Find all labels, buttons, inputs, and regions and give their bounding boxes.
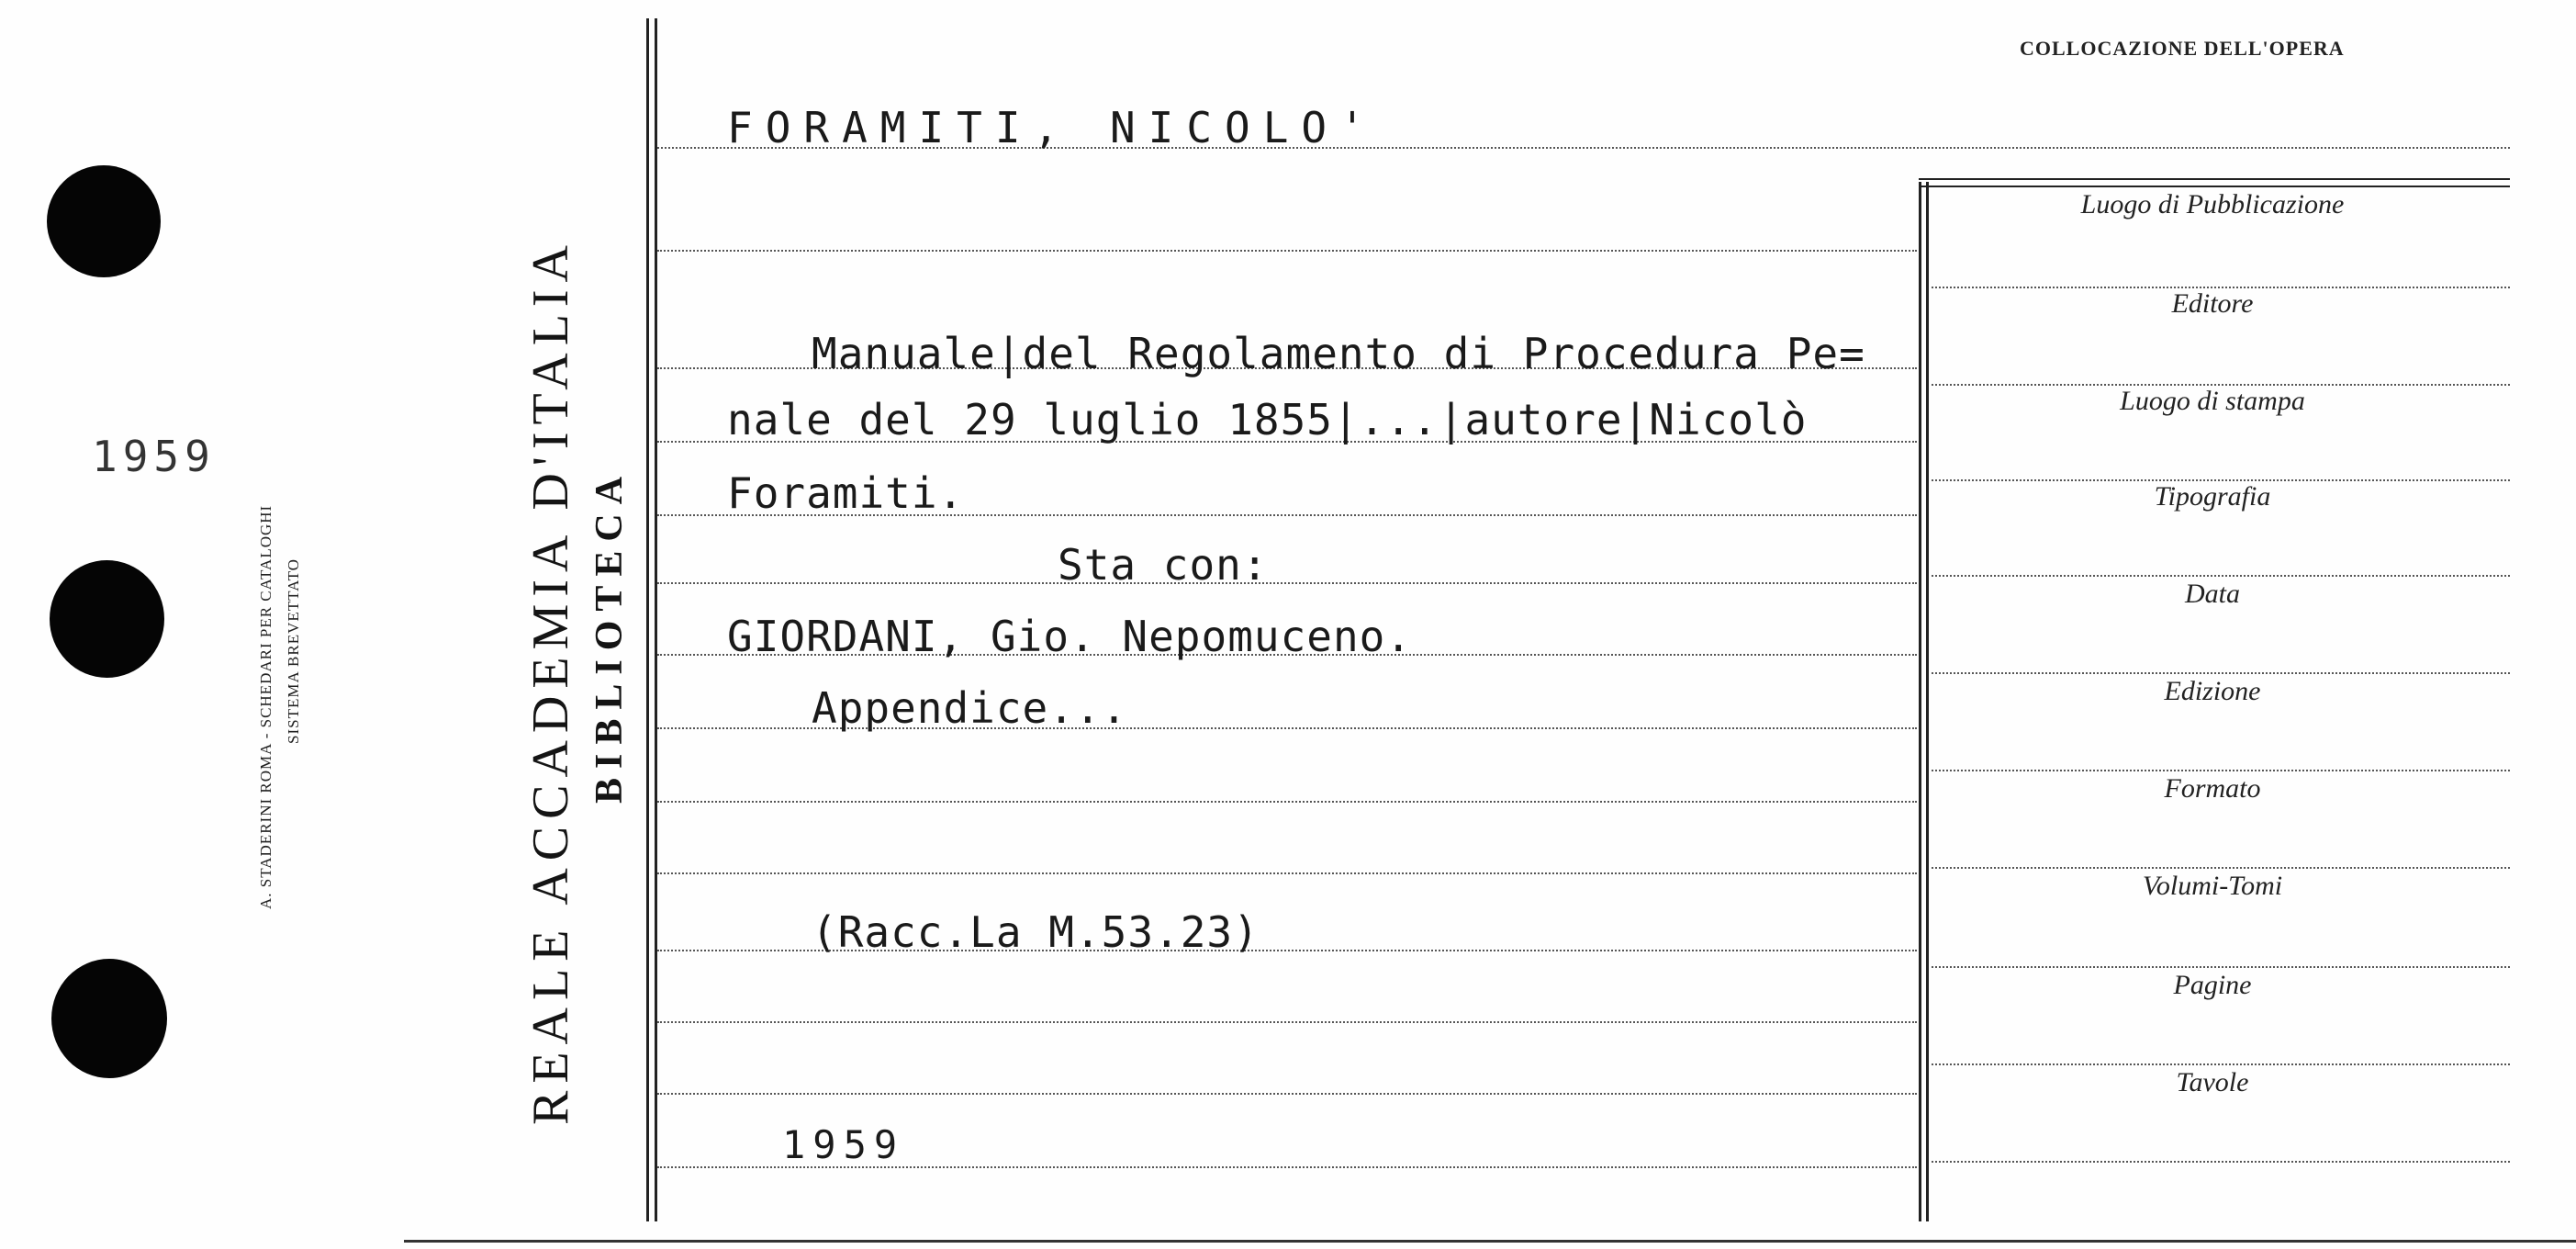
ruled-line bbox=[657, 1093, 1917, 1095]
ruled-line bbox=[1932, 966, 2510, 968]
year-stamp: 1959 bbox=[782, 1122, 905, 1167]
punch-hole bbox=[51, 959, 167, 1078]
field-box-rule bbox=[1919, 182, 1921, 1221]
ruled-line bbox=[657, 801, 1917, 803]
ruled-line bbox=[657, 582, 1917, 584]
margin-rule bbox=[655, 18, 657, 1221]
shelfmark: (Racc.La M.53.23) bbox=[812, 907, 1260, 957]
ruled-line bbox=[657, 1021, 1917, 1023]
ruled-line bbox=[657, 872, 1917, 874]
field-pagine: Pagine bbox=[2173, 970, 2252, 1000]
title-line: nale del 29 luglio 1855|...|autore|Nicolò bbox=[727, 395, 1808, 444]
field-formato: Formato bbox=[2164, 773, 2261, 804]
card-edge bbox=[404, 1240, 2576, 1243]
institution-name: REALE ACCADEMIA D'ITALIA bbox=[522, 238, 579, 1125]
printer-patent: SISTEMA BREVETTATO bbox=[285, 558, 302, 744]
printer-imprint: A. STADERINI ROMA - SCHEDARI PER CATALOGHI bbox=[257, 504, 274, 909]
ruled-line bbox=[657, 250, 1917, 252]
field-edizione: Edizione bbox=[2164, 676, 2261, 706]
bound-with-title: Appendice... bbox=[812, 683, 1128, 733]
field-volumi-tomi: Volumi-Tomi bbox=[2142, 871, 2283, 901]
punch-hole bbox=[47, 165, 161, 277]
field-tipografia: Tipografia bbox=[2154, 481, 2271, 512]
ruled-line bbox=[1932, 672, 2510, 674]
bound-with-label: Sta con: bbox=[1058, 540, 1269, 590]
accession-number: 1959 bbox=[92, 432, 216, 481]
ruled-line bbox=[1932, 1063, 2510, 1065]
ruled-line bbox=[1932, 770, 2510, 771]
collocazione-heading: COLLOCAZIONE DELL'OPERA bbox=[2020, 37, 2345, 60]
title-line: Foramiti. bbox=[727, 468, 965, 518]
field-luogo-stampa: Luogo di stampa bbox=[2120, 386, 2305, 416]
ruled-line bbox=[1932, 867, 2510, 869]
field-luogo-pubblicazione: Luogo di Pubblicazione bbox=[2080, 189, 2345, 219]
field-editore: Editore bbox=[2171, 288, 2254, 319]
field-box-rule bbox=[1919, 186, 2510, 187]
author-heading: FORAMITI, NICOLO' bbox=[727, 103, 1378, 152]
bound-with-author: GIORDANI, Gio. Nepomuceno. bbox=[727, 612, 1413, 661]
ruled-line bbox=[1932, 575, 2510, 577]
field-data: Data bbox=[2185, 579, 2240, 609]
ruled-line bbox=[1932, 1161, 2510, 1163]
field-box-rule bbox=[1919, 178, 2510, 180]
margin-rule bbox=[646, 18, 649, 1221]
department-name: BIBLIOTECA bbox=[588, 467, 631, 804]
field-tavole: Tavole bbox=[2176, 1067, 2249, 1097]
title-line: Manuale|del Regolamento di Procedura Pe= bbox=[812, 329, 1865, 378]
punch-hole bbox=[50, 560, 164, 678]
field-box-rule bbox=[1926, 182, 1929, 1221]
